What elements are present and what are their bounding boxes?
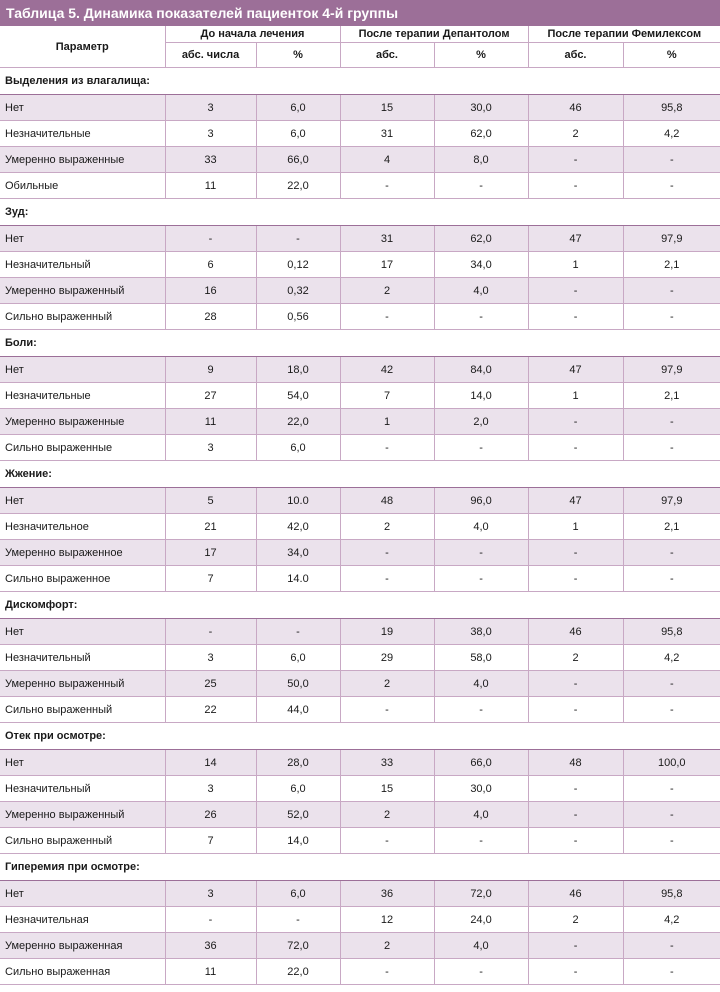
table-cell: 4,0: [434, 514, 528, 540]
table-cell: 44,0: [256, 697, 340, 723]
row-label: Нет: [0, 619, 165, 645]
row-label: Сильно выраженный: [0, 828, 165, 854]
table-cell: 47: [528, 226, 623, 252]
table-cell: 46: [528, 881, 623, 907]
table-cell: 46: [528, 619, 623, 645]
table-cell: 1: [528, 514, 623, 540]
table-cell: 3: [165, 645, 256, 671]
row-label: Сильно выраженный: [0, 304, 165, 330]
table-cell: 7: [340, 383, 434, 409]
table-cell: -: [434, 435, 528, 461]
row-label: Незначительный: [0, 776, 165, 802]
row-label: Незначительное: [0, 514, 165, 540]
table-cell: 6,0: [256, 645, 340, 671]
table-cell: 31: [340, 121, 434, 147]
table-cell: 95,8: [623, 95, 720, 121]
table-cell: 28: [165, 304, 256, 330]
table-cell: -: [623, 776, 720, 802]
table-cell: -: [340, 173, 434, 199]
table-row: [0, 828, 720, 854]
table-row: [0, 802, 720, 828]
section-title: Выделения из влагалища:: [0, 68, 720, 95]
row-label: Нет: [0, 750, 165, 776]
table-cell: 2: [340, 802, 434, 828]
section-title: Гиперемия при осмотре:: [0, 854, 720, 881]
table-cell: 30,0: [434, 95, 528, 121]
table-cell: 28,0: [256, 750, 340, 776]
table-cell: 66,0: [434, 750, 528, 776]
table-cell: 17: [340, 252, 434, 278]
table-cell: -: [623, 671, 720, 697]
row-label: Нет: [0, 226, 165, 252]
section-row: [0, 461, 720, 488]
table-cell: 2: [340, 514, 434, 540]
row-label: Сильно выраженные: [0, 435, 165, 461]
table-cell: 18,0: [256, 357, 340, 383]
data-table: [0, 26, 720, 985]
table-cell: -: [528, 435, 623, 461]
table-cell: -: [528, 173, 623, 199]
section-title: Зуд:: [0, 199, 720, 226]
table-cell: -: [340, 959, 434, 985]
table-cell: 2: [340, 278, 434, 304]
table-row: [0, 619, 720, 645]
header-group-depantol: После терапии Депантолом: [340, 26, 528, 43]
row-label: Нет: [0, 488, 165, 514]
table-cell: 30,0: [434, 776, 528, 802]
table-cell: 36: [340, 881, 434, 907]
section-row: [0, 723, 720, 750]
row-label: Умеренно выраженный: [0, 802, 165, 828]
row-label: Сильно выраженное: [0, 566, 165, 592]
table-cell: 21: [165, 514, 256, 540]
table-row: [0, 488, 720, 514]
table-cell: 4,2: [623, 907, 720, 933]
table-cell: 14,0: [434, 383, 528, 409]
table-cell: 2,1: [623, 252, 720, 278]
table-cell: -: [623, 566, 720, 592]
row-label: Сильно выраженный: [0, 697, 165, 723]
table-cell: 9: [165, 357, 256, 383]
table-cell: 3: [165, 881, 256, 907]
table-cell: 1: [528, 252, 623, 278]
table-cell: 6,0: [256, 881, 340, 907]
row-label: Обильные: [0, 173, 165, 199]
table-cell: -: [623, 409, 720, 435]
row-label: Умеренно выраженная: [0, 933, 165, 959]
table-row: [0, 383, 720, 409]
table-cell: 12: [340, 907, 434, 933]
table-cell: 3: [165, 435, 256, 461]
section-row: [0, 854, 720, 881]
table-cell: 7: [165, 828, 256, 854]
section-title: Жжение:: [0, 461, 720, 488]
table-cell: -: [340, 697, 434, 723]
table-row: [0, 671, 720, 697]
table-cell: 22: [165, 697, 256, 723]
section-title: Дискомфорт:: [0, 592, 720, 619]
table-cell: -: [528, 409, 623, 435]
table-cell: 47: [528, 357, 623, 383]
row-label: Умеренно выраженные: [0, 409, 165, 435]
table-cell: 11: [165, 959, 256, 985]
table-row: [0, 776, 720, 802]
table-cell: 4,2: [623, 645, 720, 671]
table-cell: 48: [528, 750, 623, 776]
section-row: [0, 68, 720, 95]
table-cell: 66,0: [256, 147, 340, 173]
table-cell: 42,0: [256, 514, 340, 540]
table-cell: 6,0: [256, 95, 340, 121]
table-cell: 11: [165, 409, 256, 435]
table-row: [0, 121, 720, 147]
table-cell: 0,56: [256, 304, 340, 330]
table-cell: 34,0: [434, 252, 528, 278]
table-cell: 10.0: [256, 488, 340, 514]
table-cell: -: [434, 959, 528, 985]
table-cell: 22,0: [256, 173, 340, 199]
table-cell: 38,0: [434, 619, 528, 645]
header-param: Параметр: [0, 26, 165, 68]
table-cell: -: [434, 304, 528, 330]
header-sub: %: [623, 43, 720, 68]
header-sub: абс. числа: [165, 43, 256, 68]
table-cell: -: [623, 147, 720, 173]
table-cell: 2: [528, 121, 623, 147]
table-cell: 97,9: [623, 357, 720, 383]
header-group-femilex: После терапии Фемилексом: [528, 26, 720, 43]
table-cell: 33: [165, 147, 256, 173]
table-cell: 46: [528, 95, 623, 121]
table-row: [0, 514, 720, 540]
table-cell: -: [528, 540, 623, 566]
row-label: Незначительные: [0, 121, 165, 147]
table-cell: 3: [165, 776, 256, 802]
table-cell: -: [434, 173, 528, 199]
table-row: [0, 959, 720, 985]
table-cell: 4,0: [434, 278, 528, 304]
table-cell: -: [256, 907, 340, 933]
table-row: [0, 435, 720, 461]
table-cell: -: [623, 802, 720, 828]
row-label: Умеренно выраженный: [0, 671, 165, 697]
table-row: [0, 881, 720, 907]
table-cell: -: [623, 959, 720, 985]
header-sub: %: [434, 43, 528, 68]
table-cell: 16: [165, 278, 256, 304]
table-cell: -: [340, 435, 434, 461]
section-row: [0, 199, 720, 226]
table-cell: -: [165, 907, 256, 933]
table-row: [0, 750, 720, 776]
table-cell: -: [340, 304, 434, 330]
table-cell: 72,0: [256, 933, 340, 959]
table-row: [0, 907, 720, 933]
section-title: Отек при осмотре:: [0, 723, 720, 750]
table-cell: -: [528, 697, 623, 723]
table-cell: 25: [165, 671, 256, 697]
table-cell: 27: [165, 383, 256, 409]
row-label: Незначительный: [0, 645, 165, 671]
table-cell: 14: [165, 750, 256, 776]
table-cell: 58,0: [434, 645, 528, 671]
row-label: Незначительный: [0, 252, 165, 278]
table-cell: 3: [165, 121, 256, 147]
table-cell: 14,0: [256, 828, 340, 854]
table-cell: 24,0: [434, 907, 528, 933]
table-cell: -: [340, 540, 434, 566]
table-cell: -: [434, 697, 528, 723]
table-cell: 26: [165, 802, 256, 828]
table-cell: -: [528, 147, 623, 173]
table-cell: -: [623, 933, 720, 959]
table-cell: 2: [528, 907, 623, 933]
table-cell: 31: [340, 226, 434, 252]
table-row: [0, 697, 720, 723]
table-cell: 19: [340, 619, 434, 645]
table-cell: 22,0: [256, 959, 340, 985]
table-cell: -: [623, 173, 720, 199]
header-group-before: До начала лечения: [165, 26, 340, 43]
row-label: Нет: [0, 881, 165, 907]
table-cell: -: [256, 226, 340, 252]
table-cell: -: [165, 619, 256, 645]
row-label: Умеренно выраженные: [0, 147, 165, 173]
table-cell: 8,0: [434, 147, 528, 173]
table-cell: -: [623, 278, 720, 304]
table-cell: 100,0: [623, 750, 720, 776]
section-row: [0, 330, 720, 357]
table-cell: -: [434, 566, 528, 592]
table-cell: 22,0: [256, 409, 340, 435]
table-cell: 14.0: [256, 566, 340, 592]
table-cell: -: [340, 566, 434, 592]
table-cell: -: [434, 540, 528, 566]
table-cell: 1: [528, 383, 623, 409]
table-cell: 6,0: [256, 121, 340, 147]
table-cell: 95,8: [623, 619, 720, 645]
table-cell: 0,12: [256, 252, 340, 278]
table-cell: -: [623, 540, 720, 566]
row-label: Незначительная: [0, 907, 165, 933]
section-row: [0, 592, 720, 619]
table-cell: 95,8: [623, 881, 720, 907]
table-cell: 11: [165, 173, 256, 199]
table-cell: -: [528, 828, 623, 854]
table-row: [0, 304, 720, 330]
table-cell: -: [528, 776, 623, 802]
table-cell: 34,0: [256, 540, 340, 566]
table-cell: 47: [528, 488, 623, 514]
section-title: Боли:: [0, 330, 720, 357]
row-label: Нет: [0, 95, 165, 121]
header-sub: %: [256, 43, 340, 68]
table-title: Таблица 5. Динамика показателей пациенток 4-й группы: [0, 0, 720, 26]
table-cell: 36: [165, 933, 256, 959]
table-cell: 62,0: [434, 226, 528, 252]
table-cell: 62,0: [434, 121, 528, 147]
table-cell: 50,0: [256, 671, 340, 697]
table-cell: 15: [340, 776, 434, 802]
header-sub: абс.: [340, 43, 434, 68]
table-row: [0, 645, 720, 671]
table-cell: 6,0: [256, 776, 340, 802]
table-cell: 2: [528, 645, 623, 671]
table-cell: -: [528, 933, 623, 959]
table-cell: 33: [340, 750, 434, 776]
table-cell: 5: [165, 488, 256, 514]
table-row: [0, 566, 720, 592]
table-cell: -: [528, 304, 623, 330]
table-cell: 2: [340, 933, 434, 959]
table-cell: 48: [340, 488, 434, 514]
table-cell: 42: [340, 357, 434, 383]
header-sub: абс.: [528, 43, 623, 68]
table-cell: 6: [165, 252, 256, 278]
table-cell: -: [623, 828, 720, 854]
table-row: [0, 226, 720, 252]
table-row: [0, 147, 720, 173]
table-header: [0, 26, 720, 68]
table-cell: 0,32: [256, 278, 340, 304]
table-cell: -: [623, 304, 720, 330]
table-cell: 52,0: [256, 802, 340, 828]
table-cell: -: [165, 226, 256, 252]
table-cell: -: [528, 671, 623, 697]
table-cell: 54,0: [256, 383, 340, 409]
table-cell: 2: [340, 671, 434, 697]
table-cell: 29: [340, 645, 434, 671]
table-cell: -: [623, 697, 720, 723]
table-cell: -: [623, 435, 720, 461]
table-row: [0, 173, 720, 199]
table-row: [0, 540, 720, 566]
row-label: Незначительные: [0, 383, 165, 409]
table-cell: -: [528, 278, 623, 304]
table-cell: -: [528, 566, 623, 592]
table-cell: 97,9: [623, 488, 720, 514]
table-cell: 4,0: [434, 671, 528, 697]
table-cell: -: [434, 828, 528, 854]
table-row: [0, 409, 720, 435]
table-cell: -: [256, 619, 340, 645]
table-cell: 4,0: [434, 802, 528, 828]
table-cell: 17: [165, 540, 256, 566]
table-cell: 7: [165, 566, 256, 592]
table-cell: 1: [340, 409, 434, 435]
row-label: Сильно выраженная: [0, 959, 165, 985]
table-cell: 4,2: [623, 121, 720, 147]
table-cell: -: [340, 828, 434, 854]
row-label: Умеренно выраженное: [0, 540, 165, 566]
table-cell: 4,0: [434, 933, 528, 959]
table-cell: 2,1: [623, 383, 720, 409]
table-cell: 84,0: [434, 357, 528, 383]
table-cell: 2,0: [434, 409, 528, 435]
table-row: [0, 933, 720, 959]
table-cell: 6,0: [256, 435, 340, 461]
table-cell: -: [528, 959, 623, 985]
row-label: Нет: [0, 357, 165, 383]
table-cell: 96,0: [434, 488, 528, 514]
table-row: [0, 357, 720, 383]
table-cell: 3: [165, 95, 256, 121]
table-cell: 2,1: [623, 514, 720, 540]
table-row: [0, 278, 720, 304]
table-body: [0, 68, 720, 985]
table-cell: 97,9: [623, 226, 720, 252]
table-row: [0, 252, 720, 278]
row-label: Умеренно выраженный: [0, 278, 165, 304]
table-cell: 4: [340, 147, 434, 173]
table-cell: -: [528, 802, 623, 828]
table-cell: 72,0: [434, 881, 528, 907]
table-row: [0, 95, 720, 121]
table-cell: 15: [340, 95, 434, 121]
